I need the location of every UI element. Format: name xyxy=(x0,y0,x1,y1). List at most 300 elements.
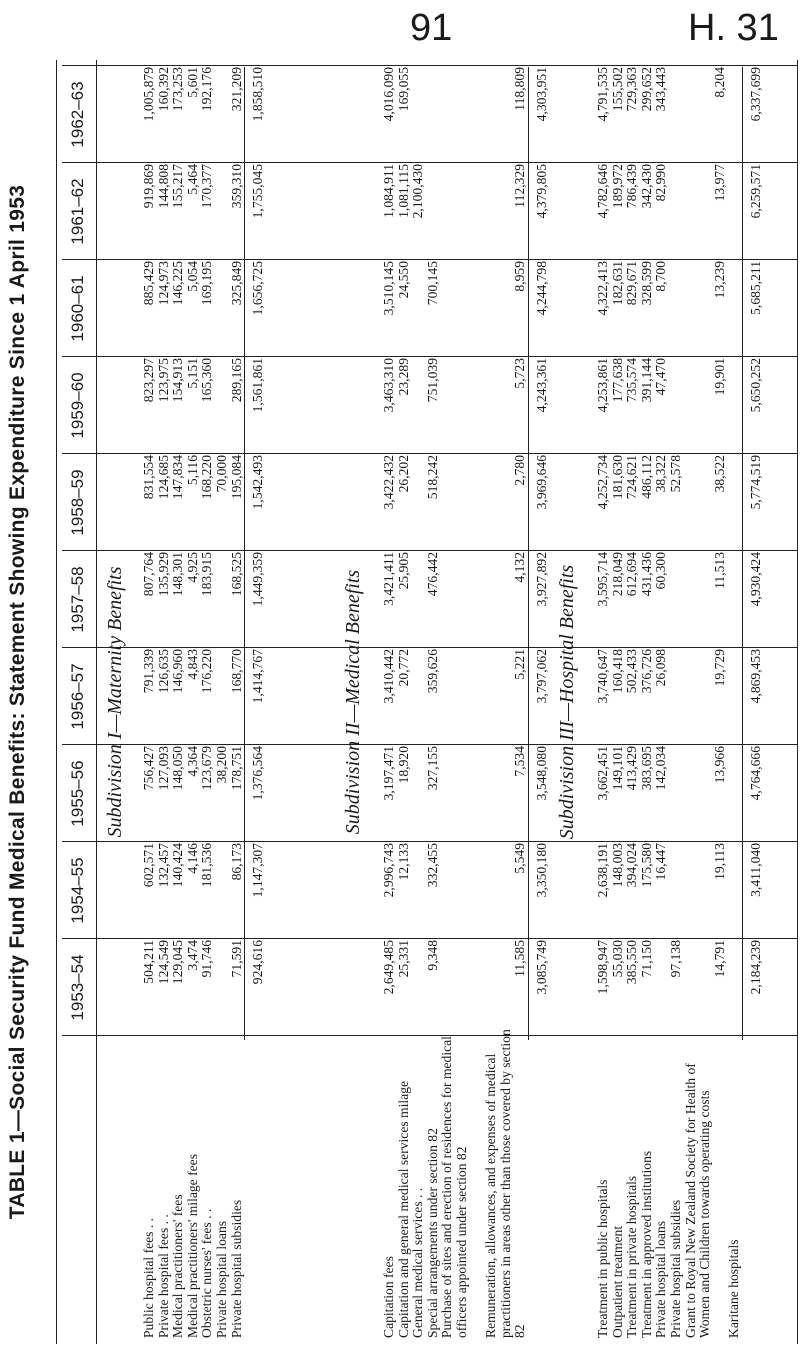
table-cell: 3,510,145 xyxy=(381,261,396,316)
table-cell: 168,525 xyxy=(230,552,246,652)
table-cell xyxy=(215,67,230,167)
table-cell: 1,598,947 xyxy=(595,940,610,995)
table-cell xyxy=(411,552,426,652)
table-cell xyxy=(727,746,743,846)
row-label: Grant to Royal New Zealand Society for Health of Women and Children towards operating costs xyxy=(682,1063,713,1338)
table-cell: 148,301 xyxy=(170,552,186,597)
table-cell: 26,098 xyxy=(653,649,669,687)
table-cell: 359,310 xyxy=(230,164,246,264)
section-total: 3,797,062 xyxy=(533,649,549,704)
table-cell: 431,436 xyxy=(638,552,654,597)
column-divider xyxy=(62,65,797,66)
table-cell xyxy=(727,843,743,943)
table-cell xyxy=(669,67,684,167)
table-cell: 5,723 xyxy=(484,358,529,458)
table-cell: 123,679 xyxy=(199,746,215,791)
table-cell: 177,638 xyxy=(609,358,625,403)
section-total: 4,930,424 xyxy=(747,552,763,607)
table-cell: 183,915 xyxy=(199,552,215,597)
table-cell xyxy=(215,358,230,458)
table-cell: 127,093 xyxy=(155,746,171,791)
table-cell: 4,322,413 xyxy=(595,261,610,316)
row-label: Remuneration, allowances, and expenses of medical practitioners in areas other than those covered by section 82 xyxy=(483,1029,528,1338)
table-cell: 518,242 xyxy=(424,455,440,500)
table-cell: 504,211 xyxy=(141,940,156,984)
table-cell: 885,429 xyxy=(141,261,156,306)
section-total: 5,685,211 xyxy=(747,261,763,315)
table-cell: 343,443 xyxy=(653,67,669,112)
table-cell: 181,536 xyxy=(199,843,215,888)
table-cell: 38,322 xyxy=(653,455,669,493)
table-cell: 2,638,191 xyxy=(595,843,610,898)
hospital-labels xyxy=(596,1028,742,1338)
table-cell: 376,726 xyxy=(638,649,654,694)
value-column xyxy=(596,164,764,264)
table-cell: 38,522 xyxy=(711,455,727,493)
table-cell: 70,000 xyxy=(213,455,229,493)
table-cell: 4,016,090 xyxy=(381,67,396,122)
table-cell: 11,513 xyxy=(711,552,727,589)
table-cell: 3,197,471 xyxy=(381,746,396,801)
table-cell: 4,252,734 xyxy=(595,455,610,510)
expenditure-table xyxy=(4,52,800,1352)
row-label: Medical practitioners' milage fees xyxy=(184,1153,200,1338)
value-column xyxy=(382,261,550,361)
document-reference: H. 31 xyxy=(688,7,779,49)
table-cell: 19,729 xyxy=(711,649,727,687)
table-cell: 148,003 xyxy=(609,843,625,888)
table-cell: 4,253,861 xyxy=(595,358,610,413)
table-cell: 3,595,714 xyxy=(595,552,610,607)
section-total: 1,542,493 xyxy=(250,455,266,510)
value-column xyxy=(382,746,550,846)
section-total: 6,337,699 xyxy=(747,67,763,122)
table-cell: 4,364 xyxy=(184,746,200,777)
table-cell: 4,146 xyxy=(184,843,200,874)
table-cell: 38,200 xyxy=(213,746,229,784)
table-cell: 52,578 xyxy=(667,455,683,493)
table-cell: 342,430 xyxy=(638,164,654,209)
page-header xyxy=(0,8,800,48)
value-column xyxy=(142,455,266,555)
section-total: 1,414,767 xyxy=(250,649,266,704)
table-cell: 168,770 xyxy=(230,649,246,749)
value-column xyxy=(142,552,266,652)
table-cell: 176,220 xyxy=(199,649,215,694)
table-cell: 19,901 xyxy=(711,358,727,396)
row-label: Medical practitioners' fees xyxy=(170,1194,186,1338)
table-cell: 126,635 xyxy=(155,649,171,694)
table-cell xyxy=(440,746,484,846)
table-cell: 5,054 xyxy=(184,261,200,292)
table-cell: 135,929 xyxy=(155,552,171,597)
table-cell: 2,649,485 xyxy=(381,940,396,995)
table-cell: 786,439 xyxy=(624,164,640,209)
table-cell: 383,695 xyxy=(638,746,654,791)
table-cell: 155,502 xyxy=(609,67,625,112)
value-column xyxy=(596,940,764,1040)
table-cell xyxy=(440,455,484,555)
row-label: Treatment in private hospitals xyxy=(624,1175,640,1338)
row-label: Private hospital loans xyxy=(213,1220,229,1338)
row-label: Private hospital subsidies xyxy=(667,1199,683,1338)
table-cell xyxy=(215,164,230,264)
section-total: 6,259,571 xyxy=(747,164,763,219)
table-cell: 124,549 xyxy=(155,940,171,985)
table-cell xyxy=(669,164,684,264)
table-cell: 169,195 xyxy=(199,261,215,306)
section-total: 1,147,307 xyxy=(250,843,266,898)
table-cell: 325,849 xyxy=(230,261,246,361)
table-cell: 391,144 xyxy=(638,358,654,403)
value-column xyxy=(382,455,550,555)
section-total: 1,656,725 xyxy=(250,261,266,316)
value-column xyxy=(142,261,266,361)
table-cell: 160,418 xyxy=(609,649,625,694)
value-column xyxy=(142,940,266,1040)
table-cell: 321,209 xyxy=(230,67,246,167)
section-total: 3,085,749 xyxy=(533,940,549,995)
row-label: General medical services . . xyxy=(410,1187,426,1338)
table-cell: 4,791,535 xyxy=(595,67,610,122)
value-column xyxy=(382,843,550,943)
table-cell xyxy=(727,940,743,1040)
table-cell: 3,421,411 xyxy=(381,552,396,606)
value-column xyxy=(142,67,266,167)
section-total: 1,376,564 xyxy=(250,746,266,801)
year-header: 1959–60 xyxy=(68,372,87,439)
table-cell: 328,599 xyxy=(638,261,654,306)
year-header: 1961–62 xyxy=(68,178,87,245)
table-cell: 124,685 xyxy=(155,455,171,500)
table-cell: 147,834 xyxy=(170,455,186,500)
table-cell: 13,966 xyxy=(711,746,727,784)
table-cell: 124,973 xyxy=(155,261,171,306)
row-label: Karitane hospitals xyxy=(726,1239,742,1338)
row-label: Private hospital loans xyxy=(653,1220,669,1338)
value-column xyxy=(382,358,550,458)
row-label: Treatment in public hospitals xyxy=(595,1179,610,1338)
year-header: 1955–56 xyxy=(68,760,87,827)
table-cell: 123,975 xyxy=(155,358,171,403)
table-cell: 146,225 xyxy=(170,261,186,306)
year-header: 1954–55 xyxy=(68,857,87,924)
table-cell: 751,039 xyxy=(424,358,440,403)
row-label: Outpatient treatment xyxy=(609,1225,625,1338)
table-cell: 385,550 xyxy=(624,940,640,985)
table-cell xyxy=(440,940,484,1040)
value-column xyxy=(596,455,764,555)
year-header: 1956–57 xyxy=(68,663,87,730)
table-cell: 97,138 xyxy=(667,940,683,978)
medical-labels xyxy=(382,1028,528,1338)
value-column xyxy=(142,164,266,264)
table-cell xyxy=(727,164,743,264)
table-cell: 502,433 xyxy=(624,649,640,694)
year-header: 1958–59 xyxy=(68,469,87,536)
table-cell: 2,996,743 xyxy=(381,843,396,898)
table-cell: 178,751 xyxy=(230,746,246,846)
table-cell xyxy=(440,67,484,167)
table-cell xyxy=(215,940,230,1040)
table-cell: 13,977 xyxy=(711,164,727,202)
table-cell: 612,694 xyxy=(624,552,640,597)
value-column xyxy=(596,843,764,943)
value-column xyxy=(382,67,550,167)
value-column xyxy=(382,164,550,264)
table-cell: 129,045 xyxy=(170,940,186,985)
table-cell: 86,173 xyxy=(230,843,246,943)
row-label: Capitation and general medical services milage xyxy=(395,1080,411,1338)
section-heading-medical: Subdivision II—Medical Benefits xyxy=(342,569,364,835)
value-column xyxy=(382,552,550,652)
table-cell: 359,626 xyxy=(424,649,440,694)
table-cell: 55,030 xyxy=(609,940,625,978)
table-cell: 82,990 xyxy=(653,164,669,202)
table-cell: 289,165 xyxy=(230,358,246,458)
year-header: 1962–63 xyxy=(68,81,87,148)
table-cell: 13,239 xyxy=(711,261,727,299)
table-cell xyxy=(426,164,441,264)
table-cell: 169,055 xyxy=(395,67,411,112)
table-cell: 181,630 xyxy=(609,455,625,500)
table-cell: 173,253 xyxy=(170,67,186,112)
section-total: 3,411,040 xyxy=(747,843,763,897)
header-bottom-rule xyxy=(96,60,97,1344)
table-cell: 8,700 xyxy=(653,261,669,292)
table-cell: 16,447 xyxy=(653,843,669,881)
value-column xyxy=(382,649,550,749)
table-cell: 299,652 xyxy=(638,67,654,112)
table-cell: 4,782,646 xyxy=(595,164,610,219)
table-cell: 332,455 xyxy=(424,843,440,888)
table-cell: 148,050 xyxy=(170,746,186,791)
table-cell: 413,429 xyxy=(624,746,640,791)
row-label: Public hospital fees . . xyxy=(141,1217,156,1338)
table-cell: 118,809 xyxy=(484,67,529,167)
row-label: Private hospital fees . . xyxy=(155,1214,171,1338)
table-cell xyxy=(669,552,684,652)
table-cell: 1,084,911 xyxy=(381,164,396,218)
table-cell: 756,427 xyxy=(141,746,156,791)
table-cell: 23,289 xyxy=(395,358,411,396)
section-total: 3,927,892 xyxy=(533,552,549,607)
table-cell xyxy=(411,649,426,749)
table-cell: 24,550 xyxy=(395,261,411,299)
table-cell: 724,621 xyxy=(624,455,640,500)
table-cell: 2,100,430 xyxy=(410,164,426,219)
table-cell: 807,764 xyxy=(141,552,156,597)
section-total: 4,869,453 xyxy=(747,649,763,704)
section-total: 1,561,861 xyxy=(250,358,266,413)
table-cell: 823,297 xyxy=(141,358,156,403)
table-cell xyxy=(654,940,669,1040)
table-cell: 25,331 xyxy=(395,940,411,978)
table-cell: 5,601 xyxy=(184,67,200,98)
row-label: Obstetric nurses' fees . . xyxy=(199,1208,215,1338)
table-cell: 47,470 xyxy=(653,358,669,396)
table-cell: 144,808 xyxy=(155,164,171,209)
table-cell xyxy=(215,843,230,943)
table-cell xyxy=(727,358,743,458)
row-label: Purchase of sites and erection of residences for medical officers appointed under section 82 xyxy=(439,1036,469,1338)
table-cell: 5,464 xyxy=(184,164,200,195)
value-column xyxy=(142,358,266,458)
table-cell: 4,132 xyxy=(484,552,529,652)
year-header: 1960–61 xyxy=(68,275,87,342)
section-heading-hospital: Subdivision III—Hospital Benefits xyxy=(556,564,578,840)
table-cell: 9,348 xyxy=(424,940,440,971)
table-cell xyxy=(669,358,684,458)
table-cell: 20,772 xyxy=(395,649,411,687)
section-heading-maternity: Subdivision I—Maternity Benefits xyxy=(104,566,126,838)
table-cell: 175,580 xyxy=(638,843,654,888)
table-cell: 3,662,451 xyxy=(595,746,610,801)
section-total: 3,548,080 xyxy=(533,746,549,801)
table-cell xyxy=(215,552,230,652)
table-cell: 735,574 xyxy=(624,358,640,403)
section-total: 3,350,180 xyxy=(533,843,549,898)
table-cell: 154,913 xyxy=(170,358,186,403)
table-cell: 18,920 xyxy=(395,746,411,784)
table-cell: 189,972 xyxy=(609,164,625,209)
table-cell: 919,869 xyxy=(141,164,156,209)
maternity-labels xyxy=(142,1028,244,1338)
section-total: 5,650,252 xyxy=(747,358,763,413)
table-cell xyxy=(411,746,426,846)
table-cell: 168,220 xyxy=(199,455,215,500)
value-column xyxy=(596,261,764,361)
row-label: Special arrangements under section 82 xyxy=(424,1128,440,1338)
table-cell xyxy=(411,940,426,1040)
table-cell: 140,424 xyxy=(170,843,186,888)
table-cell: 195,084 xyxy=(230,455,246,555)
table-cell: 112,329 xyxy=(484,164,529,264)
table-cell xyxy=(440,261,484,361)
value-column xyxy=(596,649,764,749)
value-column xyxy=(596,358,764,458)
table-cell: 327,155 xyxy=(424,746,440,791)
table-cell: 12,133 xyxy=(395,843,411,881)
year-header: 1953–54 xyxy=(68,954,87,1021)
table-cell: 1,081,115 xyxy=(395,164,411,218)
table-cell xyxy=(727,649,743,749)
table-cell: 8,204 xyxy=(711,67,727,98)
section-total: 4,244,798 xyxy=(533,261,549,316)
table-cell: 791,339 xyxy=(141,649,156,694)
table-cell: 182,631 xyxy=(609,261,625,306)
table-cell: 14,791 xyxy=(711,940,727,978)
table-cell: 11,585 xyxy=(484,940,529,1040)
table-cell xyxy=(669,843,684,943)
table-cell: 25,905 xyxy=(395,552,411,590)
row-label: Treatment in approved institutions xyxy=(638,1150,654,1338)
table-cell: 4,925 xyxy=(184,552,200,583)
value-column xyxy=(142,649,266,749)
table-cell: 142,034 xyxy=(653,746,669,791)
table-cell: 5,116 xyxy=(184,455,200,486)
table-cell: 5,151 xyxy=(184,358,200,389)
table-cell xyxy=(727,261,743,361)
table-cell: 165,360 xyxy=(199,358,215,403)
table-cell: 829,671 xyxy=(624,261,640,306)
year-header: 1957–58 xyxy=(68,566,87,633)
table-cell: 476,442 xyxy=(424,552,440,597)
table-cell: 19,113 xyxy=(711,843,727,880)
table-cell: 5,221 xyxy=(484,649,529,749)
section-total: 3,969,646 xyxy=(533,455,549,510)
table-cell xyxy=(669,746,684,846)
table-cell: 146,960 xyxy=(170,649,186,694)
table-cell: 2,780 xyxy=(484,455,529,555)
section-total: 1,755,045 xyxy=(250,164,266,219)
table-cell: 394,024 xyxy=(624,843,640,888)
table-cell: 149,101 xyxy=(609,746,625,791)
table-cell xyxy=(215,649,230,749)
table-cell: 155,217 xyxy=(170,164,186,209)
table-cell xyxy=(727,552,743,652)
table-cell: 3,463,310 xyxy=(381,358,396,413)
section-total: 4,243,361 xyxy=(533,358,549,413)
table-cell: 71,591 xyxy=(230,940,246,1040)
section-total: 4,764,666 xyxy=(747,746,763,801)
table-cell: 831,554 xyxy=(141,455,156,500)
table-cell xyxy=(669,649,684,749)
value-column xyxy=(382,940,550,1040)
table-cell: 486,112 xyxy=(638,455,654,499)
table-cell xyxy=(727,67,743,167)
table-cell xyxy=(411,67,426,167)
table-cell xyxy=(411,455,426,555)
table-cell xyxy=(727,455,743,555)
table-cell: 60,300 xyxy=(653,552,669,590)
table-cell: 3,474 xyxy=(184,940,200,971)
table-cell: 71,150 xyxy=(638,940,654,978)
table-cell: 1,005,879 xyxy=(141,67,156,122)
table-title: TABLE 1—Social Security Fund Medical Benefits: Statement Showing Expenditure Since 1 April 1953 xyxy=(6,184,29,1220)
section-total: 4,379,805 xyxy=(533,164,549,219)
value-column xyxy=(596,67,764,167)
table-cell: 3,410,442 xyxy=(381,649,396,704)
table-cell: 91,746 xyxy=(199,940,215,978)
table-cell xyxy=(669,261,684,361)
table-cell: 8,959 xyxy=(484,261,529,361)
page-number: 91 xyxy=(410,7,453,49)
section-total: 4,303,951 xyxy=(533,67,549,122)
table-cell: 132,457 xyxy=(155,843,171,888)
table-cell: 4,843 xyxy=(184,649,200,680)
table-cell: 218,049 xyxy=(609,552,625,597)
table-cell xyxy=(440,358,484,458)
value-column xyxy=(596,552,764,652)
section-total: 5,774,519 xyxy=(747,455,763,510)
table-cell: 192,176 xyxy=(199,67,215,112)
table-cell: 3,740,647 xyxy=(595,649,610,704)
row-label: Capitation fees xyxy=(381,1256,396,1338)
table-bottom-rule xyxy=(797,60,798,1344)
table-cell: 602,571 xyxy=(141,843,156,888)
section-total: 924,616 xyxy=(250,940,266,985)
section-total: 1,858,510 xyxy=(250,67,266,122)
row-label: Private hospital subsidies xyxy=(228,1199,244,1338)
table-cell: 5,549 xyxy=(484,843,529,943)
table-cell xyxy=(411,261,426,361)
table-cell xyxy=(440,843,484,943)
table-cell: 160,392 xyxy=(155,67,171,112)
table-cell xyxy=(215,261,230,361)
table-cell: 7,534 xyxy=(484,746,529,846)
table-cell xyxy=(411,358,426,458)
